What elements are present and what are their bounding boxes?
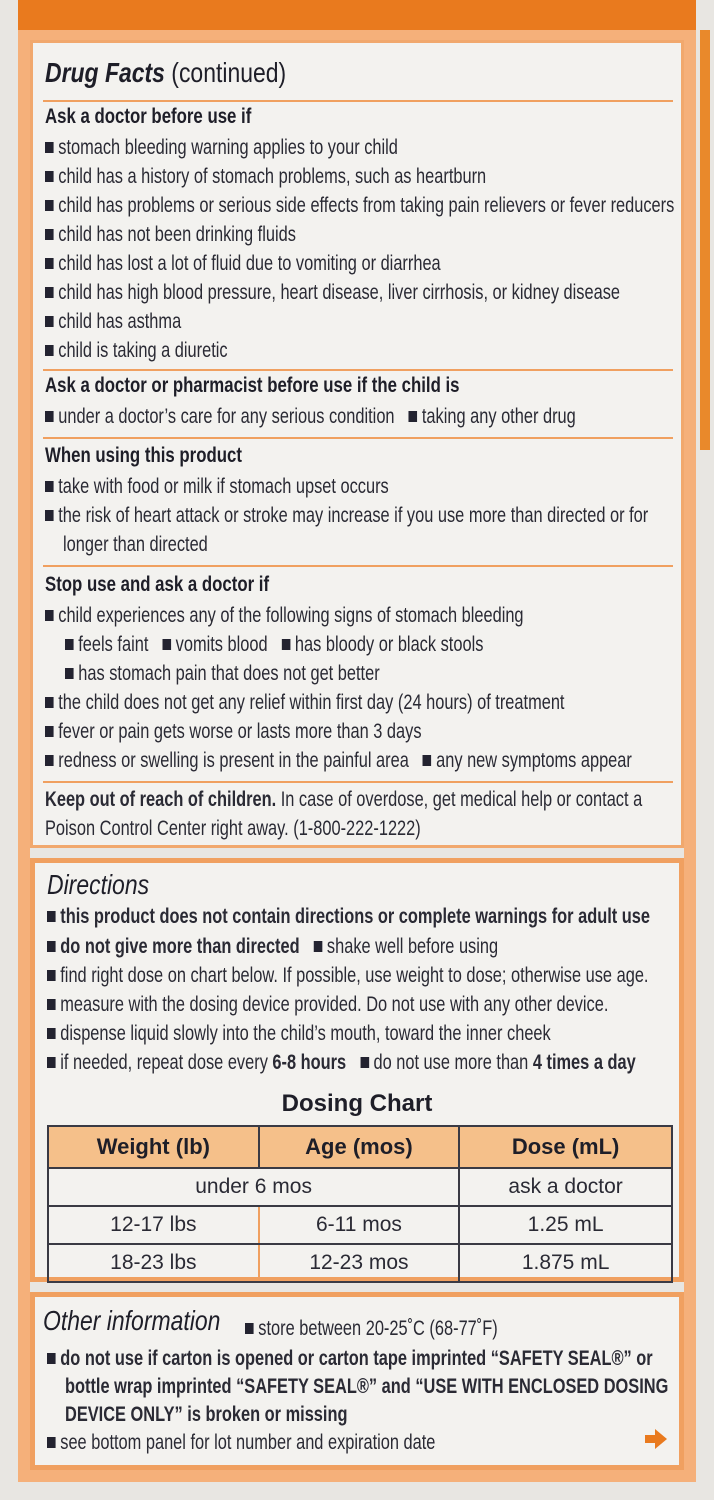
keep-out-text: In case of overdose, get medical help or contact a — [276, 788, 643, 811]
bullet-icon — [245, 1323, 254, 1334]
dosing-chart-title: Dosing Chart — [281, 1090, 433, 1117]
bullet-text: store between 20-25˚C (68-77˚F) — [258, 1317, 498, 1340]
bullet-icon — [45, 697, 54, 708]
arrow-right-icon — [645, 1429, 667, 1449]
bullet-text: has stomach pain that does not get better — [78, 662, 380, 685]
keep-out-line-2: Poison Control Center right away. (1-800-222-1222) — [45, 817, 421, 840]
bullet-icon — [409, 411, 418, 422]
bullet-text: child has lost a lot of fluid due to vomiting or diarrhea — [58, 252, 441, 275]
bullet-text: redness or swelling is present in the painful area — [58, 749, 409, 772]
section-divider — [43, 437, 673, 439]
directions-title: Directions — [47, 869, 150, 900]
bullet-line — [45, 749, 632, 773]
bullet-icon — [47, 970, 56, 981]
bullet-line — [45, 194, 674, 218]
bullet-line — [45, 691, 564, 715]
bullet-line — [45, 252, 441, 276]
section-divider — [43, 781, 673, 783]
other-info-line: DEVICE ONLY” is broken or missing — [65, 1403, 348, 1426]
table-cell: 12-17 lbs — [48, 1206, 259, 1244]
bullet-text: do not give more than directed — [60, 935, 300, 958]
table-header: Age (mos) — [259, 1126, 460, 1168]
bullet-icon — [47, 1028, 56, 1039]
section-divider — [43, 100, 673, 102]
bullet-line — [45, 281, 620, 305]
bullet-text: child has problems or serious side effects from taking pain relievers or fever reducers — [58, 194, 675, 217]
bullet-text: stomach bleeding warning applies to your child — [58, 136, 398, 159]
bullet-text: the risk of heart attack or stroke may increase if you use more than directed or for — [58, 504, 649, 527]
bullet-text: do not use more than — [373, 1051, 533, 1074]
bullet-icon — [45, 411, 54, 422]
table-cell: under 6 mos — [48, 1168, 459, 1206]
bullet-text: measure with the dosing device provided. Do not use with any other device. — [60, 993, 609, 1016]
directions-line — [47, 964, 648, 988]
bullet-line — [45, 405, 576, 429]
table-header: Dose (mL) — [459, 1126, 672, 1168]
bullet-icon — [45, 142, 54, 153]
bullet-text-bold: 6-8 hours — [272, 1051, 347, 1074]
bullet-line — [45, 504, 648, 528]
dosing-chart-table — [47, 1125, 673, 1283]
bullet-text: child has high blood pressure, heart disease, liver cirrhosis, or kidney disease — [58, 281, 621, 304]
bullet-line — [45, 136, 398, 160]
table-cell: 12-23 mos — [259, 1244, 460, 1282]
bullet-icon — [65, 668, 74, 679]
other-info-line — [245, 1317, 498, 1341]
bullet-line — [45, 310, 181, 334]
drug-facts-panel — [30, 40, 684, 848]
section-divider — [43, 565, 673, 567]
bullet-icon — [45, 510, 54, 521]
bullet-icon — [45, 229, 54, 240]
bullet-line — [65, 662, 380, 686]
bullet-text: under a doctor’s care for any serious condition — [58, 405, 395, 428]
bullet-text: dispense liquid slowly into the child’s mouth, toward the inner cheek — [60, 1022, 551, 1045]
bullet-text: fever or pain gets worse or lasts more than 3 days — [58, 720, 422, 743]
bullet-icon — [314, 941, 323, 952]
other-info-title: Other information — [43, 1305, 221, 1336]
keep-out-heading: Keep out of reach of children. — [45, 788, 277, 811]
bullet-icon — [47, 1057, 56, 1068]
bullet-icon — [47, 1353, 56, 1364]
table-cell: 18-23 lbs — [48, 1244, 259, 1282]
carton-top-band — [18, 0, 696, 30]
table-row — [48, 1168, 672, 1206]
bullet-icon — [45, 610, 54, 621]
bullet-icon — [45, 258, 54, 269]
bullet-text: vomits blood — [175, 633, 268, 656]
directions-panel — [30, 858, 684, 1282]
other-info-header — [43, 1305, 259, 1337]
other-information-panel — [30, 1292, 684, 1470]
directions-line — [47, 935, 498, 959]
section-heading: Stop use and ask a doctor if — [45, 573, 270, 596]
table-cell: 1.25 mL — [459, 1206, 672, 1244]
bullet-text: this product does not contain directions or complete warnings for adult use — [60, 905, 651, 928]
table-cell: 1.875 mL — [459, 1244, 672, 1282]
bullet-text: taking any other drug — [421, 405, 576, 428]
continuation-line: longer than directed — [63, 533, 208, 556]
section-divider — [43, 369, 673, 371]
bullet-icon — [282, 639, 291, 650]
bullet-text: take with food or milk if stomach upset occurs — [58, 475, 389, 498]
section-heading: When using this product — [45, 444, 242, 467]
bullet-icon — [45, 345, 54, 356]
bullet-line — [45, 604, 524, 628]
bullet-icon — [47, 999, 56, 1010]
bullet-text: the child does not get any relief within first day (24 hours) of treatment — [58, 691, 565, 714]
bullet-text: shake well before using — [326, 935, 499, 958]
bullet-text: feels faint — [78, 633, 149, 656]
other-info-line: bottle wrap imprinted “SAFETY SEAL®” and “USE WITH ENCLOSED DOSING — [65, 1375, 669, 1398]
bullet-text: if needed, repeat dose every — [60, 1051, 273, 1074]
carton-side-tab — [700, 30, 710, 450]
drug-facts-title — [45, 57, 286, 89]
bullet-icon — [45, 171, 54, 182]
table-cell: ask a doctor — [459, 1168, 672, 1206]
bullet-icon — [45, 316, 54, 327]
table-row — [48, 1206, 672, 1244]
bullet-text: child is taking a diuretic — [58, 339, 228, 362]
bullet-icon — [45, 200, 54, 211]
bullet-line — [45, 339, 228, 363]
bullet-line — [45, 475, 389, 499]
section-heading: Ask a doctor or pharmacist before use if the child is — [45, 374, 460, 397]
keep-out-line — [45, 788, 642, 812]
bullet-text: any new symptoms appear — [436, 749, 632, 772]
bullet-icon — [47, 941, 56, 952]
bullet-text: do not use if carton is opened or carton tape imprinted “SAFETY SEAL®” or — [60, 1347, 653, 1370]
table-header: Weight (lb) — [48, 1126, 259, 1168]
drug-facts-title-text: Drug Facts — [45, 57, 165, 88]
table-row — [48, 1244, 672, 1282]
directions-line — [47, 905, 650, 929]
bullet-icon — [45, 481, 54, 492]
drug-facts-title-suffix: (continued) — [171, 57, 287, 88]
bullet-text: find right dose on chart below. If possible, use weight to dose; otherwise use age. — [60, 964, 649, 987]
section-heading: Ask a doctor before use if — [45, 105, 252, 128]
bullet-text: child has a history of stomach problems, such as heartburn — [58, 165, 487, 188]
bullet-icon — [45, 755, 54, 766]
bullet-text: child experiences any of the following signs of stomach bleeding — [58, 604, 524, 627]
bullet-icon — [47, 1437, 56, 1448]
directions-line — [47, 1022, 551, 1046]
bullet-icon — [45, 287, 54, 298]
bullet-icon — [360, 1057, 369, 1068]
directions-line — [47, 1051, 636, 1075]
bullet-line — [45, 223, 296, 247]
bullet-text: child has asthma — [58, 310, 182, 333]
bullet-icon — [162, 639, 171, 650]
bullet-icon — [423, 755, 432, 766]
table-header-row — [48, 1126, 672, 1168]
bullet-line — [45, 165, 486, 189]
table-cell: 6-11 mos — [259, 1206, 460, 1244]
bullet-icon — [45, 726, 54, 737]
bullet-text-bold: 4 times a day — [532, 1051, 636, 1074]
other-info-line — [47, 1347, 653, 1371]
bullet-text: has bloody or black stools — [294, 633, 484, 656]
bullet-line — [45, 720, 422, 744]
bullet-icon — [65, 639, 74, 650]
bullet-text: see bottom panel for lot number and expiration date — [60, 1431, 436, 1454]
directions-line — [47, 993, 608, 1017]
bullet-text: child has not been drinking fluids — [58, 223, 296, 246]
bullet-icon — [47, 911, 56, 922]
bullet-line — [65, 633, 483, 657]
other-info-line — [47, 1431, 435, 1455]
